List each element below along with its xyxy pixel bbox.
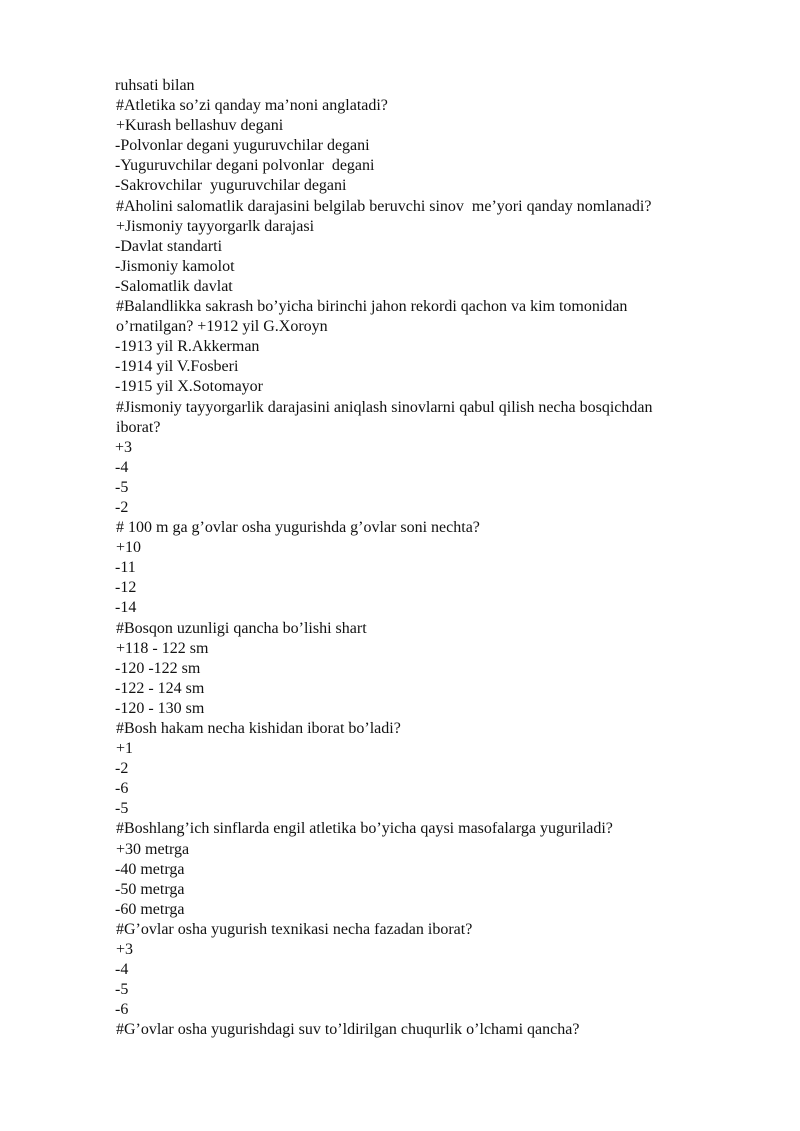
correct-answer-line: +3 xyxy=(116,941,134,959)
answer-line: -4 xyxy=(115,458,129,476)
answer-line: -5 xyxy=(115,478,129,496)
answer-line: -2 xyxy=(115,760,129,778)
question-line: #Aholini salomatlik darajasini belgilab beruvchi sinov me’yori qanday nomlanadi? xyxy=(116,197,652,215)
answer-line: -4 xyxy=(115,961,129,979)
question-line: #Atletika so’zi qanday ma’noni anglatadi? xyxy=(116,97,388,115)
correct-answer-line: +1 xyxy=(116,740,134,758)
question-line: #Balandlikka sakrash bo’yicha birinchi jahon rekordi qachon va kim tomonidan xyxy=(116,298,628,316)
answer-line: -12 xyxy=(115,579,137,597)
question-line: #G’ovlar osha yugurishdagi suv to’ldirilgan chuqurlik o’lchami qancha? xyxy=(116,1021,580,1039)
correct-answer-line: +10 xyxy=(116,539,142,557)
answer-line: -50 metrga xyxy=(115,880,185,898)
correct-answer-line: +Kurash bellashuv degani xyxy=(116,117,284,135)
answer-line: -1913 yil R.Akkerman xyxy=(115,338,260,356)
answer-line: -5 xyxy=(115,981,129,999)
answer-line: -Yuguruvchilar degani polvonlar degani xyxy=(115,157,375,175)
answer-line: -Salomatlik davlat xyxy=(115,277,233,295)
question-line: #Bosh hakam necha kishidan iborat bo’ladi? xyxy=(116,720,401,737)
answer-line: -11 xyxy=(115,559,136,577)
answer-line: -120 -122 sm xyxy=(115,659,201,677)
question-line: #Jismoniy tayyorgarlik darajasini aniqlash sinovlarni qabul qilish necha bosqichdan xyxy=(116,398,653,416)
answer-line: -Polvonlar degani yuguruvchilar degani xyxy=(115,137,370,155)
answer-line: -Sakrovchilar yuguruvchilar degani xyxy=(115,177,347,195)
answer-line: -122 - 124 sm xyxy=(115,679,205,697)
answer-line: -1914 yil V.Fosberi xyxy=(115,358,239,376)
answer-line: -40 metrga xyxy=(115,860,185,878)
answer-line: -1915 yil X.Sotomayor xyxy=(115,378,263,396)
question-line: #Boshlang’ich sinflarda engil atletika bo’yicha qaysi masofalarga yuguriladi? xyxy=(116,820,613,838)
answer-line: -5 xyxy=(115,800,129,818)
question-line: #G’ovlar osha yugurish texnikasi necha fazadan iborat? xyxy=(116,920,473,938)
answer-line: -Davlat standarti xyxy=(115,237,223,255)
answer-line: -6 xyxy=(115,780,129,798)
correct-answer-line: +Jismoniy tayyorgarlk darajasi xyxy=(116,217,315,235)
question-continuation-line: o’rnatilgan? +1912 yil G.Xoroyn xyxy=(116,318,328,336)
answer-line: -14 xyxy=(115,599,137,617)
answer-line: -60 metrga xyxy=(115,900,185,918)
answer-line: -6 xyxy=(115,1001,129,1019)
correct-answer-line: +3 xyxy=(115,438,133,456)
question-line: # 100 m ga g’ovlar osha yugurishda g’ovlar soni nechta? xyxy=(116,519,480,537)
quiz-text xyxy=(0,76,800,1041)
question-line: #Bosqon uzunligi qancha bo’lishi shart xyxy=(116,619,367,637)
answer-line: -2 xyxy=(115,498,129,516)
correct-answer-line: +30 metrga xyxy=(116,840,190,858)
question-continuation-line: iborat? xyxy=(116,418,161,436)
text-line: ruhsati bilan xyxy=(115,77,195,94)
correct-answer-line: +118 - 122 sm xyxy=(116,639,209,657)
answer-line: -120 - 130 sm xyxy=(115,699,205,717)
answer-line: -Jismoniy kamolot xyxy=(115,257,235,275)
